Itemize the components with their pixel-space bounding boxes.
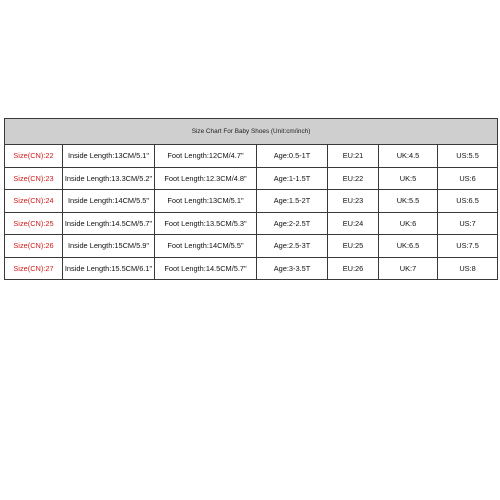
eu-size-cell: EU:21 xyxy=(328,145,379,168)
age-cell: Age:0.5-1T xyxy=(257,145,328,168)
eu-size-cell: EU:22 xyxy=(328,167,379,190)
age-cell: Age:2-2.5T xyxy=(257,212,328,235)
size-cell: Size(CN):27 xyxy=(5,257,63,280)
size-chart-table xyxy=(4,118,498,280)
uk-size-cell: UK:4.5 xyxy=(379,145,438,168)
foot-length-cell: Foot Length:14.5CM/5.7" xyxy=(155,257,257,280)
inside-length-cell: Inside Length:15.5CM/6.1" xyxy=(63,257,155,280)
us-size-cell: US:5.5 xyxy=(438,145,498,168)
inside-length-cell: Inside Length:15CM/5.9" xyxy=(63,235,155,258)
inside-length-cell: Inside Length:14.5CM/5.7" xyxy=(63,212,155,235)
age-cell: Age:1.5-2T xyxy=(257,190,328,213)
size-cell: Size(CN):26 xyxy=(5,235,63,258)
size-cell: Size(CN):24 xyxy=(5,190,63,213)
uk-size-cell: UK:6.5 xyxy=(379,235,438,258)
size-cell: Size(CN):25 xyxy=(5,212,63,235)
eu-size-cell: EU:26 xyxy=(328,257,379,280)
eu-size-cell: EU:23 xyxy=(328,190,379,213)
age-cell: Age:3-3.5T xyxy=(257,257,328,280)
foot-length-cell: Foot Length:12.3CM/4.8" xyxy=(155,167,257,190)
eu-size-cell: EU:25 xyxy=(328,235,379,258)
us-size-cell: US:8 xyxy=(438,257,498,280)
table-row xyxy=(5,235,498,258)
table-row xyxy=(5,167,498,190)
inside-length-cell: Inside Length:13.3CM/5.2" xyxy=(63,167,155,190)
table-row xyxy=(5,190,498,213)
foot-length-cell: Foot Length:13CM/5.1" xyxy=(155,190,257,213)
foot-length-cell: Foot Length:13.5CM/5.3" xyxy=(155,212,257,235)
us-size-cell: US:6 xyxy=(438,167,498,190)
us-size-cell: US:7.5 xyxy=(438,235,498,258)
size-cell: Size(CN):23 xyxy=(5,167,63,190)
inside-length-cell: Inside Length:13CM/5.1" xyxy=(63,145,155,168)
table-row xyxy=(5,257,498,280)
uk-size-cell: UK:5.5 xyxy=(379,190,438,213)
inside-length-cell: Inside Length:14CM/5.5" xyxy=(63,190,155,213)
us-size-cell: US:7 xyxy=(438,212,498,235)
table-row xyxy=(5,212,498,235)
title-row xyxy=(5,119,498,145)
table-title: Size Chart For Baby Shoes (Unit:cm/inch) xyxy=(5,119,498,145)
age-cell: Age:1-1.5T xyxy=(257,167,328,190)
age-cell: Age:2.5-3T xyxy=(257,235,328,258)
uk-size-cell: UK:5 xyxy=(379,167,438,190)
eu-size-cell: EU:24 xyxy=(328,212,379,235)
size-cell: Size(CN):22 xyxy=(5,145,63,168)
uk-size-cell: UK:6 xyxy=(379,212,438,235)
uk-size-cell: UK:7 xyxy=(379,257,438,280)
us-size-cell: US:6.5 xyxy=(438,190,498,213)
foot-length-cell: Foot Length:14CM/5.5" xyxy=(155,235,257,258)
foot-length-cell: Foot Length:12CM/4.7" xyxy=(155,145,257,168)
table-row xyxy=(5,145,498,168)
